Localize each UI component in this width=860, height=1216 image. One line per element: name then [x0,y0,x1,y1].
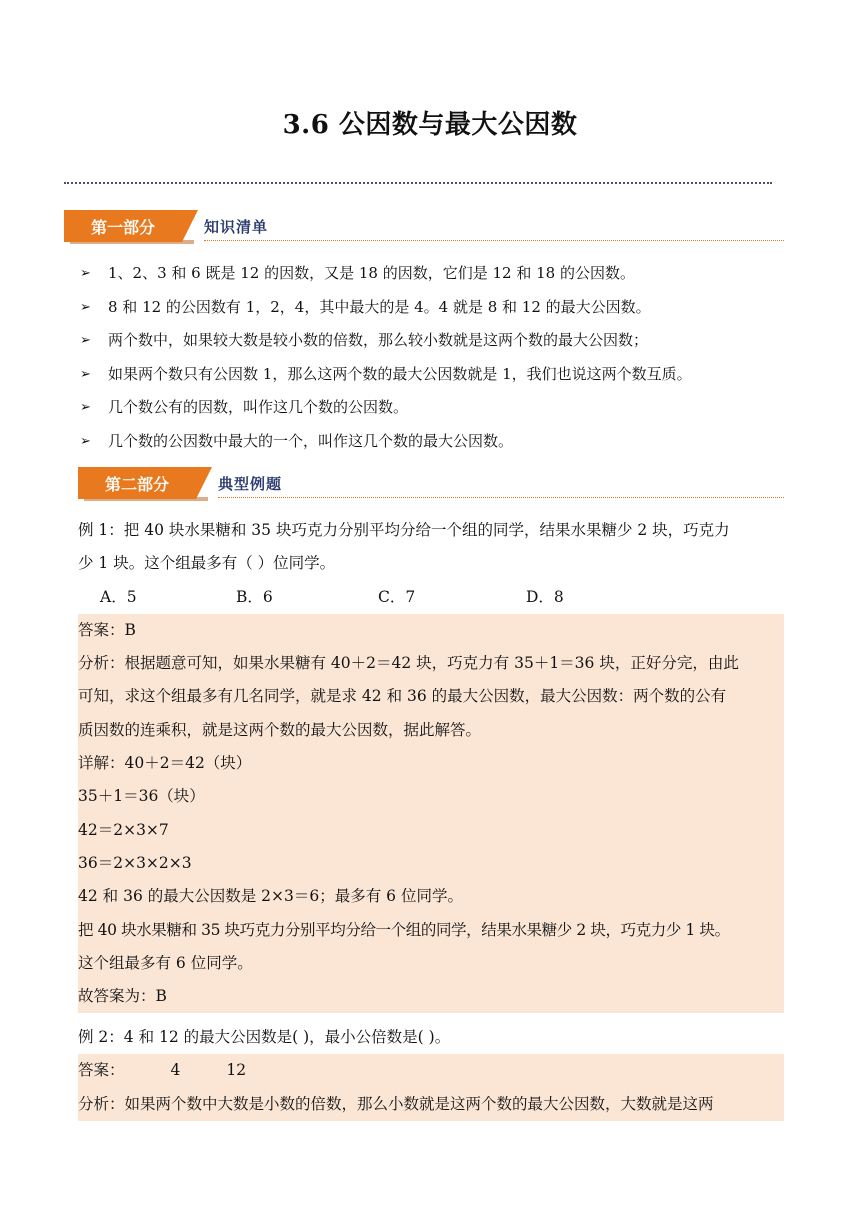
arrow-bullet-icon: ➢ [80,333,91,348]
detail-line: 42＝2×3×7 [78,820,169,839]
answer-options [78,581,784,614]
arrow-bullet-icon: ➢ [80,266,91,281]
option-d: D．8 [526,587,564,606]
section-subtitle: 典型例题 [218,475,283,493]
arrow-bullet-icon: ➢ [80,366,91,382]
section-tab-tail [182,210,198,242]
arrow-bullet-icon: ➢ [80,433,91,449]
list-item-text: 两个数中，如果较大数是较小数的倍数，那么较小数就是这两个数的最大公因数； [108,331,649,349]
section-header-examples [78,467,784,501]
list-item [80,329,790,363]
answer-value: 12 [226,1061,247,1080]
analysis-line: 分析：根据题意可知，如果水果糖有 40＋2＝42 块，巧克力有 35＋1＝36 块，正好分完，由此 [78,654,739,673]
example-2 [78,1021,784,1121]
detail-line: 36＝2×3×2×3 [78,853,192,872]
section-tab-tail [196,467,212,499]
solution-box [78,1054,784,1121]
question-line: 例 1：把 40 块水果糖和 35 块巧克力分别平均分给一个组的同学，结果水果糖少 2 块，巧克力 [78,521,730,539]
arrow-bullet-icon: ➢ [80,299,91,315]
detail-line: 详解：40＋2＝42（块） [78,754,252,773]
analysis-line: 可知，求这个组最多有几名同学，就是求 42 和 36 的最大公因数，最大公因数：两个数的公有 [78,687,727,706]
list-item [80,296,790,330]
analysis-line: 分析：如果两个数中大数是小数的倍数，那么小数就是这两个数的最大公因数，大数就是这两 [78,1094,714,1113]
page-title: 3.6 公因数与最大公因数 [282,110,578,140]
detail-line: 42 和 36 的最大公因数是 2×3＝6；最多有 6 位同学。 [78,887,463,906]
section-rule [204,240,784,241]
list-item-text: 几个数公有的因数，叫作这几个数的公因数。 [108,398,409,416]
detail-line: 这个组最多有 6 位同学。 [78,953,253,972]
option-c: C．7 [378,587,416,606]
list-item-text: 几个数的公因数中最大的一个，叫作这几个数的最大公因数。 [108,431,514,450]
list-item [80,363,790,397]
answer-line [78,1054,784,1087]
option-a: A．5 [100,587,137,606]
section-header-knowledge [64,210,784,244]
question-line: 少 1 块。这个组最多有（ ）位同学。 [78,554,336,573]
answer-line: 答案：B [78,620,136,639]
list-item-text: 如果两个数只有公因数 1，那么这两个数的最大公因数就是 1，我们也说这两个数互质。 [108,364,692,383]
detail-line: 35＋1＝36（块） [78,787,205,806]
arrow-bullet-icon: ➢ [80,400,91,415]
option-b: B．6 [236,587,273,606]
section-rule [218,497,784,498]
list-item [80,396,790,430]
list-item [80,430,790,464]
example-1 [78,514,784,1013]
detail-line: 故答案为：B [78,987,167,1006]
section-tab: 第二部分 [78,467,196,499]
list-item-text: 8 和 12 的公因数有 1，2，4，其中最大的是 4。4 就是 8 和 12 的最大公因数。 [108,297,651,316]
list-item-text: 1、2、3 和 6 既是 12 的因数，又是 18 的因数，它们是 12 和 18 的公因数。 [108,264,635,282]
answer-label: 答案： [78,1061,125,1080]
title-divider [64,182,772,184]
answer-value: 4 [170,1061,181,1080]
knowledge-list [80,262,790,463]
section-tab: 第一部分 [64,210,182,242]
solution-box [78,614,784,1014]
section-subtitle: 知识清单 [204,218,269,236]
question-line: 例 2：4 和 12 的最大公因数是( )，最小公倍数是( )。 [78,1028,451,1046]
detail-line: 把 40 块水果糖和 35 块巧克力分别平均分给一个组的同学，结果水果糖少 2 块，巧克力少 1 块。 [78,920,730,939]
list-item [80,262,790,296]
analysis-line: 质因数的连乘积，就是这两个数的最大公因数，据此解答。 [78,720,482,739]
